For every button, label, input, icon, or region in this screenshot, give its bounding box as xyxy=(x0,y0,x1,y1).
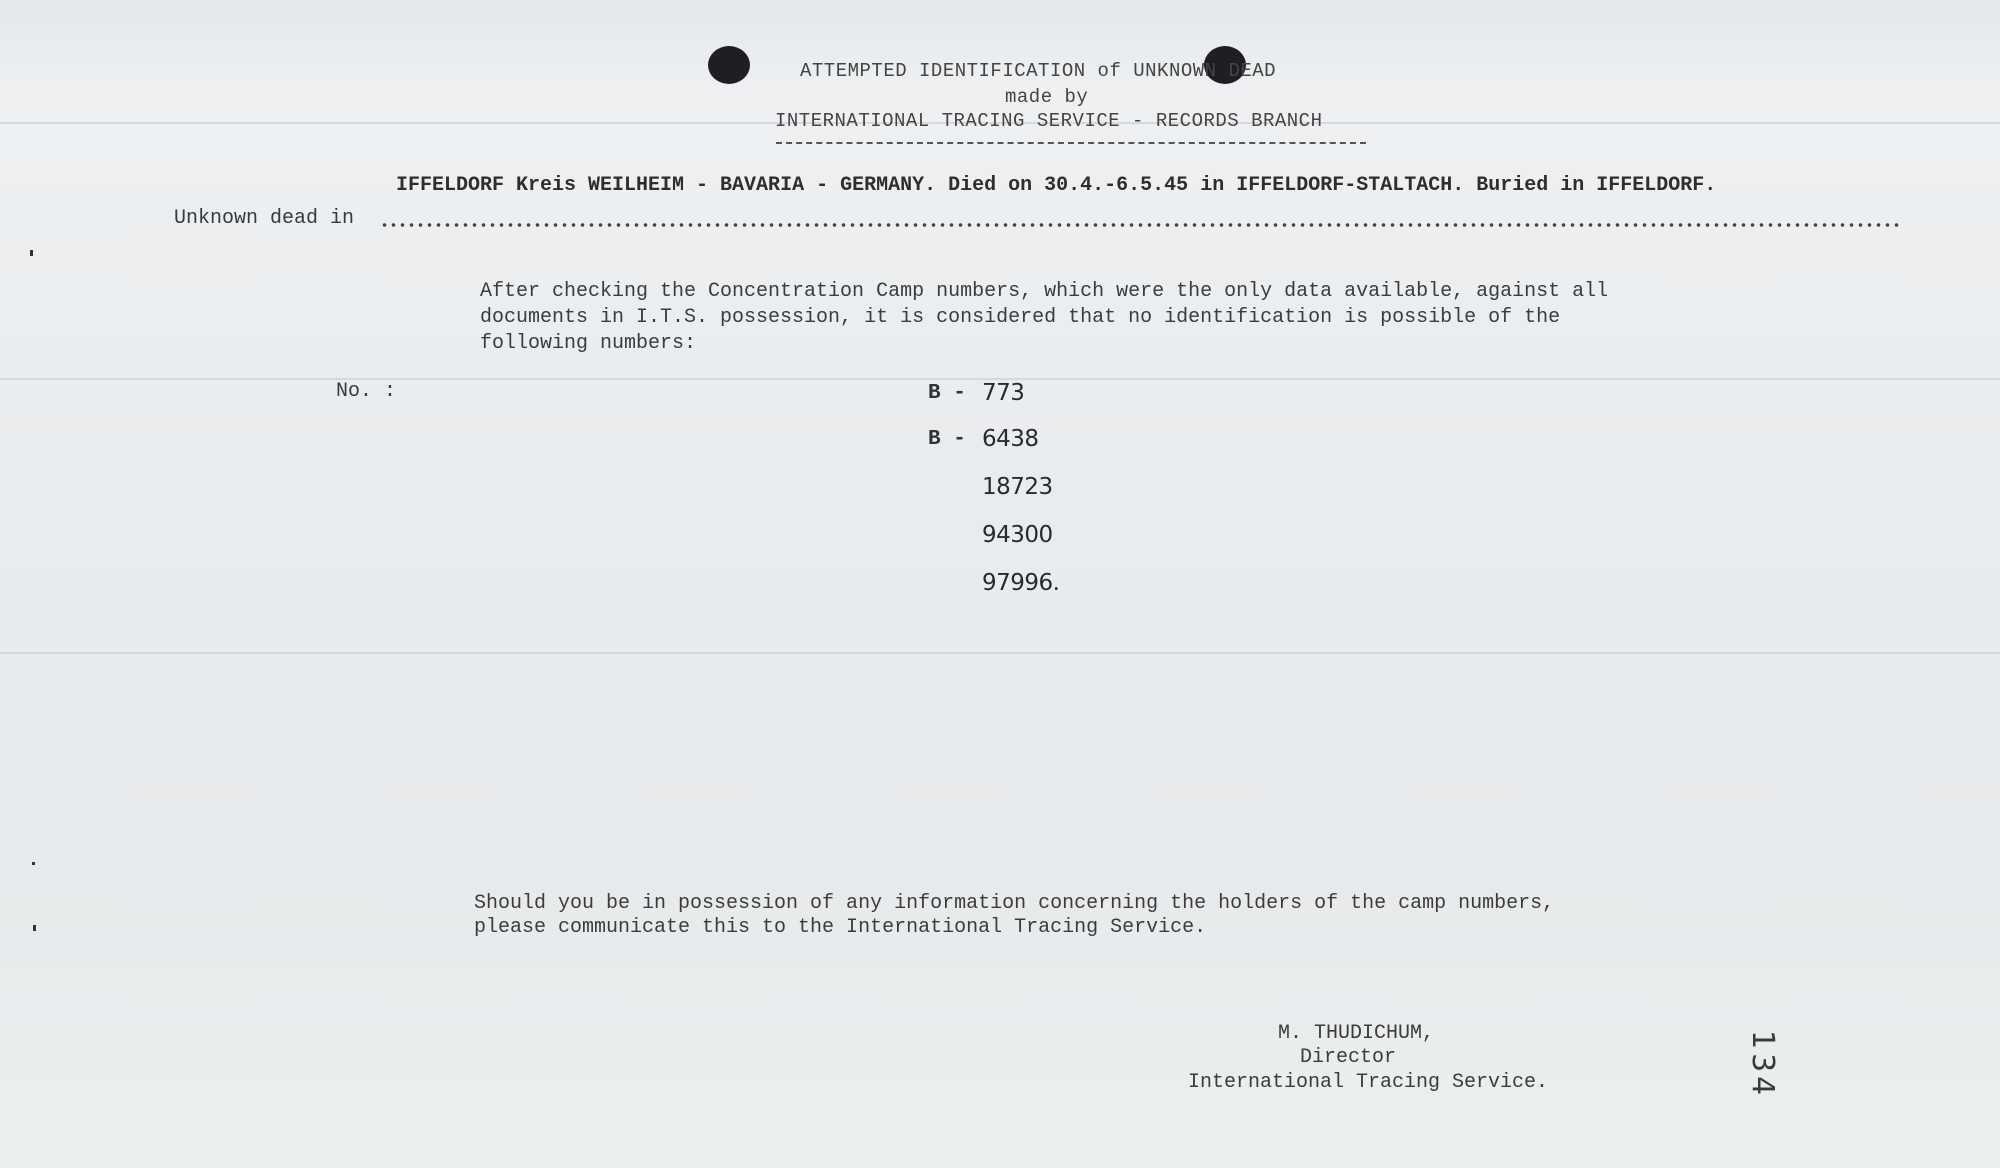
camp-number-prefix: B - xyxy=(928,382,966,405)
document-title: ATTEMPTED IDENTIFICATION of UNKNOWN DEAD xyxy=(800,60,1277,82)
punch-hole-left xyxy=(708,46,750,84)
header-underline xyxy=(776,142,1366,144)
location-details xyxy=(396,174,1716,197)
camp-number: 94300 xyxy=(982,522,1053,548)
margin-mark xyxy=(32,862,35,865)
closing-line: please communicate this to the International Tracing Service. xyxy=(474,916,1207,939)
location-place: IFFELDORF Kreis WEILHEIM - BAVARIA - GERMANY. xyxy=(396,174,937,197)
burial-place: IFFELDORF-STALTACH. Buried in IFFELDORF. xyxy=(1236,174,1717,197)
fold-line xyxy=(0,652,2000,654)
margin-mark xyxy=(33,925,36,931)
unknown-dead-label: Unknown dead in xyxy=(174,207,355,230)
camp-number: 97996. xyxy=(982,570,1060,596)
margin-mark xyxy=(30,250,33,256)
died-label: Died on xyxy=(948,174,1033,197)
intro-line: After checking the Concentration Camp numbers, which were the only data available, against all xyxy=(480,280,1609,303)
camp-number: 6438 xyxy=(982,426,1039,452)
signatory-name: M. THUDICHUM, xyxy=(1278,1022,1435,1045)
in-label: in xyxy=(1200,174,1225,197)
signatory-title: Director xyxy=(1300,1046,1397,1069)
page-number-stamp: 134 xyxy=(1745,1030,1780,1100)
intro-line: documents in I.T.S. possession, it is considered that no identification is possible of the xyxy=(480,306,1561,329)
dotted-leader xyxy=(380,222,1900,228)
camp-number: 18723 xyxy=(982,474,1053,500)
numbers-label: No. : xyxy=(336,380,397,403)
signatory-organization: International Tracing Service. xyxy=(1188,1071,1549,1094)
intro-line: following numbers: xyxy=(480,332,697,355)
made-by-line: made by xyxy=(1005,86,1089,108)
death-dates: 30.4.-6.5.45 xyxy=(1044,174,1189,197)
organization-line: INTERNATIONAL TRACING SERVICE - RECORDS BRANCH xyxy=(775,110,1323,132)
camp-number-prefix: B - xyxy=(928,428,966,451)
camp-number: 773 xyxy=(982,380,1025,406)
closing-line: Should you be in possession of any information concerning the holders of the camp numbers, xyxy=(474,892,1555,915)
